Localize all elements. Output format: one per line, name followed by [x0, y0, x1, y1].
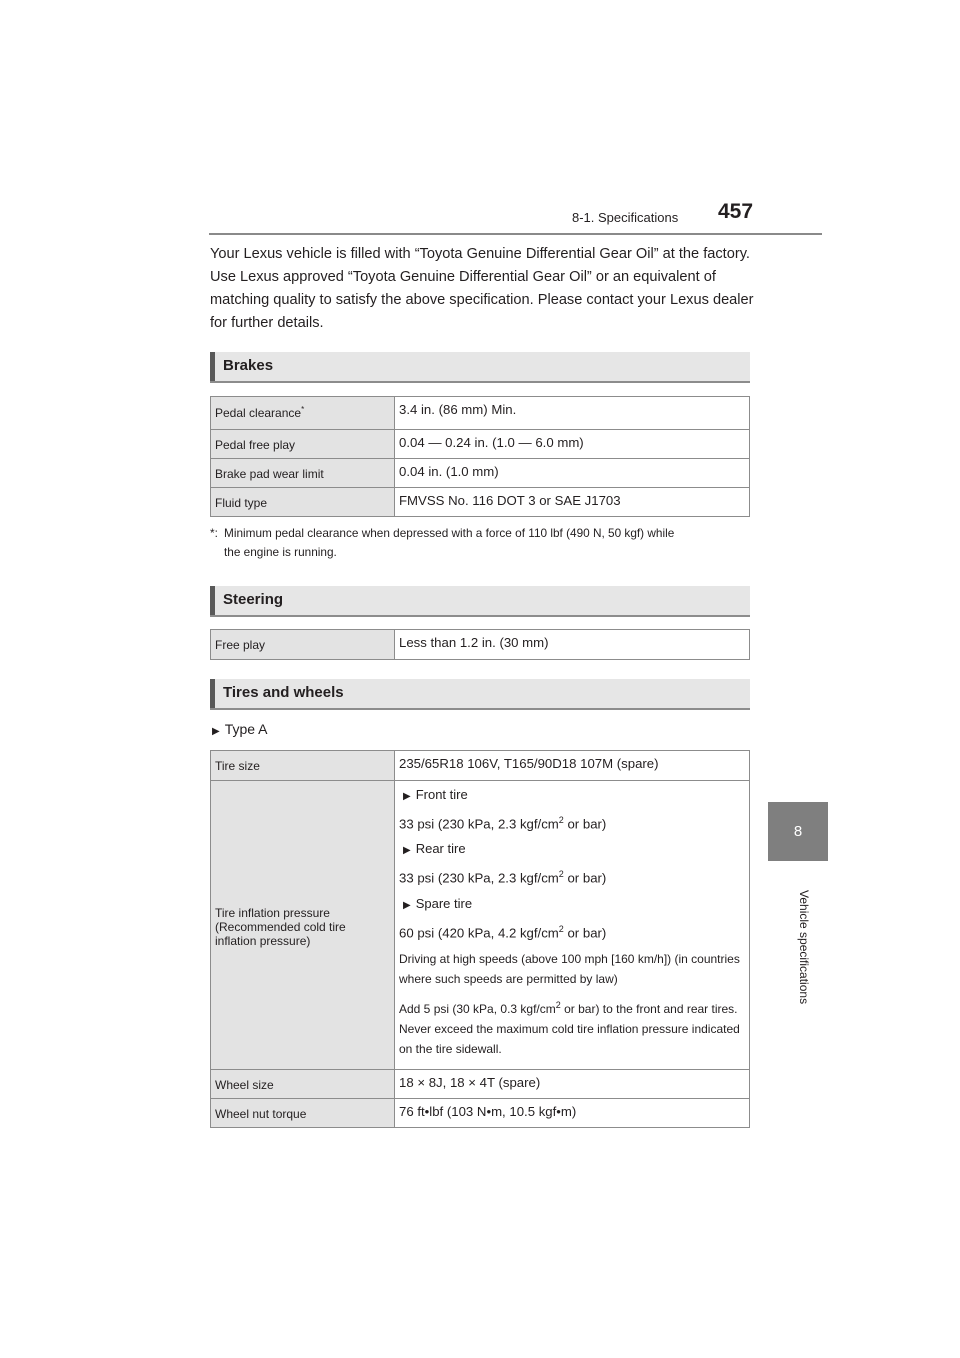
table-row	[211, 1070, 750, 1099]
tire-pressure-value	[395, 781, 750, 1070]
high-speed-adjustment: Add 5 psi (30 kPa, 0.3 kgf/$cm^2$ or bar) to the front and rear tires. Never exceed the maximum cold tire inflation pressure indicated on the tire sidewall.	[399, 1000, 740, 1057]
chapter-tab[interactable]	[768, 802, 828, 861]
brakes-title: Brakes	[223, 357, 274, 374]
pedal-clearance-label: Pedal clearance*	[211, 397, 395, 430]
steering-heading	[210, 586, 750, 617]
wheel-size-value: 18 × 8J, 18 × 4T (spare)	[395, 1070, 750, 1099]
table-row	[211, 781, 750, 1070]
pedal-free-play-label: Pedal free play	[211, 430, 395, 459]
brakes-table	[210, 396, 750, 517]
wheel-nut-torque-value: 76 ft•lbf (103 N•m, 10.5 kgf•m)	[395, 1099, 750, 1128]
table-row	[211, 459, 750, 488]
heading-accent-bar	[210, 586, 215, 615]
tires-table	[210, 750, 750, 1128]
chapter-number: 8	[793, 823, 803, 840]
brake-pad-value: 0.04 in. (1.0 mm)	[395, 459, 750, 488]
free-play-label: Free play	[211, 630, 395, 660]
chapter-label: Vehicle specifications	[797, 890, 811, 1005]
table-row	[211, 430, 750, 459]
tire-size-label: Tire size	[211, 751, 395, 781]
page-number: 457	[718, 200, 754, 223]
brakes-heading	[210, 352, 750, 383]
spare-tire-value: 60 psi (420 kPa, 4.2 kgf/$cm^2$ or bar)	[399, 923, 607, 941]
type-a-label: ▶ Type A	[212, 721, 268, 737]
wheel-nut-torque-label: Wheel nut torque	[211, 1099, 395, 1128]
brake-pad-label: Brake pad wear limit	[211, 459, 395, 488]
front-tire-value: 33 psi (230 kPa, 2.3 kgf/$cm^2$ or bar)	[399, 815, 607, 832]
pedal-clearance-value: 3.4 in. (86 mm) Min.	[395, 397, 750, 430]
heading-accent-bar	[210, 679, 215, 708]
wheel-size-label: Wheel size	[211, 1070, 395, 1099]
heading-accent-bar	[210, 352, 215, 381]
fluid-type-value: FMVSS No. 116 DOT 3 or SAE J1703	[395, 488, 750, 517]
high-speed-note: Driving at high speeds (above 100 mph [160 km/h]) (in countries where such speeds are permitted by law)	[399, 952, 740, 987]
footnote-line-1: Minimum pedal clearance when depressed with a force of 110 lbf (490 N, 50 kgf) while	[224, 526, 675, 540]
table-row	[211, 1099, 750, 1128]
table-row	[211, 630, 750, 660]
triangle-right-icon: ▶	[403, 845, 411, 857]
footnote-line-2: the engine is running.	[224, 545, 337, 559]
rear-tire-heading: ▶ Rear tire	[403, 841, 466, 857]
steering-table	[210, 629, 750, 660]
triangle-right-icon: ▶	[403, 899, 411, 911]
rear-tire-value: 33 psi (230 kPa, 2.3 kgf/$cm^2$ or bar)	[399, 869, 607, 886]
brakes-footnote	[210, 524, 755, 562]
tires-title: Tires and wheels	[223, 684, 344, 701]
intro-paragraph: Your Lexus vehicle is filled with “Toyota Genuine Differential Gear Oil” at the factory. Use Lexus approved “Toyota Genuine Differential Gear Oil” or an equivalent of matching quality to satisfy the above specification. Please contact your Lexus dealer for further details.	[210, 246, 754, 331]
tire-pressure-label: Tire inflation pressure (Recommended cold tire inflation pressure)	[211, 781, 395, 1070]
triangle-right-icon: ▶	[403, 791, 411, 802]
pedal-free-play-value: 0.04 — 0.24 in. (1.0 — 6.0 mm)	[395, 430, 750, 459]
header-divider	[209, 233, 822, 235]
table-row	[211, 397, 750, 430]
section-title: 8-1. Specifications	[572, 210, 679, 225]
footnote-mark: *:	[210, 526, 218, 540]
free-play-value: Less than 1.2 in. (30 mm)	[395, 630, 750, 660]
front-tire-heading: ▶ Front tire	[403, 787, 468, 802]
spare-tire-heading: ▶ Spare tire	[403, 895, 473, 911]
tires-heading	[210, 679, 750, 710]
fluid-type-label: Fluid type	[211, 488, 395, 517]
steering-title: Steering	[223, 591, 284, 608]
tire-size-value: 235/65R18 106V, T165/90D18 107M (spare)	[395, 751, 750, 781]
table-row	[211, 488, 750, 517]
triangle-right-icon: ▶	[212, 726, 220, 737]
table-row	[211, 751, 750, 781]
